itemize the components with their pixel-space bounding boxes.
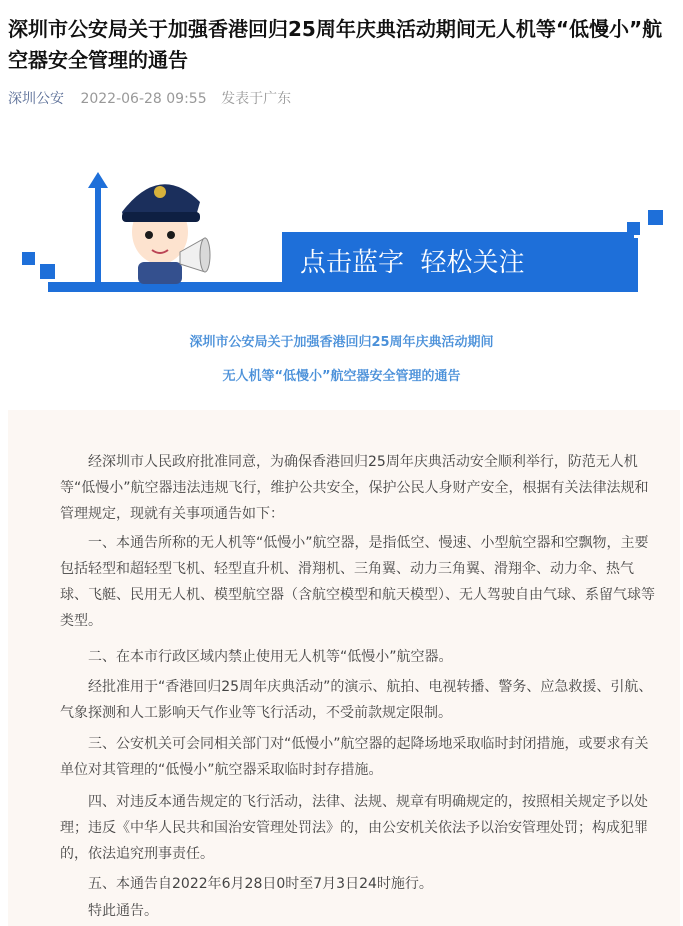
- paragraph: 四、对违反本通告规定的飞行活动，法律、法规、规章有明确规定的，按照相关规定予以处理；违反《中华人民共和国治安管理处罚法》的，由公安机关依法予以治安管理处罚；构成犯罪的，依法追究刑事责任。: [60, 794, 648, 862]
- decor-square: [648, 210, 663, 225]
- frame-line: [48, 282, 638, 292]
- subtitle-line-2: 无人机等“低慢小”航空器安全管理的通告: [222, 369, 461, 384]
- paragraph: 二、在本市行政区域内禁止使用无人机等“低慢小”航空器。: [88, 649, 453, 665]
- paragraph: 经深圳市人民政府批准同意，为确保香港回归25周年庆典活动安全顺利举行，防范无人机等“低慢小”航空器违法违规飞行，维护公共安全，保护公民人身财产安全，根据有关法律法规和管理规定，现就有关事项通告如下：: [60, 454, 649, 522]
- follow-banner[interactable]: [0, 140, 683, 310]
- paragraph: 三、公安机关可会同相关部门对“低慢小”航空器的起降场地采取临时封闭措施，或要求有关单位对其管理的“低慢小”航空器采取临时封存措施。: [60, 736, 649, 778]
- article-meta: [8, 88, 291, 108]
- police-officer-icon: [122, 184, 200, 284]
- publish-location: 发表于广东: [221, 91, 292, 107]
- paragraph: 五、本通告自2022年6月28日0时至7月3日24时施行。: [88, 876, 433, 892]
- subtitle-line-1: 深圳市公安局关于加强香港回归25周年庆典活动期间: [189, 335, 494, 350]
- paragraph: 一、本通告所称的无人机等“低慢小”航空器，是指低空、慢速、小型航空器和空飘物，主要包括轻型和超轻型飞机、轻型直升机、滑翔机、三角翼、动力三角翼、滑翔伞、动力伞、热气球、飞艇、民用无人机、模型航空器（含航空模型和航天模型）、无人驾驶自由气球、系留气球等类型。: [60, 535, 655, 629]
- paragraph: 特此通告。: [88, 903, 158, 919]
- paragraph: 经批准用于“香港回归25周年庆典活动”的演示、航拍、电视转播、警务、应急救援、引航、气象探测和人工影响天气作业等飞行活动，不受前款规定限制。: [60, 679, 653, 721]
- decor-square: [22, 252, 35, 265]
- article-title: 深圳市公安局关于加强香港回归25周年庆典活动期间无人机等“低慢小”航空器安全管理的通告: [8, 17, 663, 72]
- arrow-up-icon: [88, 172, 108, 285]
- publish-date: 2022-06-28 09:55: [80, 91, 207, 107]
- author-link[interactable]: 深圳公安: [8, 91, 64, 107]
- decor-square: [40, 264, 55, 279]
- follow-text[interactable]: 点击蓝字 轻松关注: [300, 248, 525, 278]
